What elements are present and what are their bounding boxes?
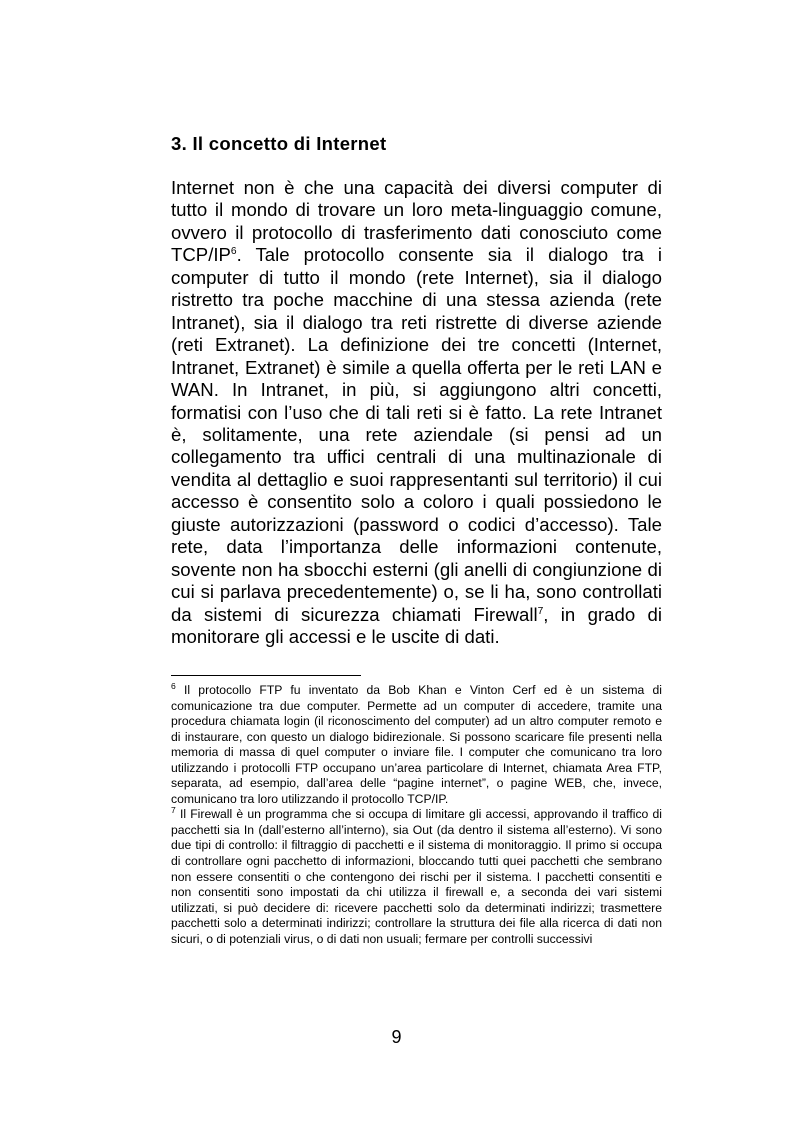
body-text-part-1: Internet non è che una capacità dei diversi computer di tutto il mondo di trovare un loro meta-linguaggio comune, ovvero il protocollo di trasferimento dati conosciuto come TCP/IP [171, 177, 662, 266]
footnote-ref-6[interactable]: 6 [230, 246, 237, 258]
footnote-marker: 6 [171, 680, 176, 691]
body-text-part-2: . Tale protocollo consente sia il dialogo tra i computer di tutto il mondo (rete Internet), sia il dialogo ristretto tra poche macchine di una stessa azienda (rete Intranet), sia il dialogo tra reti ristrette di diverse aziende (reti Extranet). La definizione dei tre concetti (Internet, Intranet, Extranet) è simile a quella offerta per le reti LAN e WAN. In Intranet, in più, si aggiungono altri concetti, formatisi con l’uso che di tali reti si è fatto. La rete Intranet è, solitamente, una rete aziendale (si pensi ad un collegamento tra uffici centrali di una multinazionale di vendita al dettaglio e suoi rappresentanti sul territorio) il cui accesso è consentito solo a coloro i quali possiedono le giuste autorizzazioni (password o codici d’accesso). Tale rete, data l’importanza delle informazioni contenute, sovente non ha sbocchi esterni (gli anelli di congiunzione di cui si parlava precedentemente) o, se li ha, sono controllati da sistemi di sicurezza chiamati Firewall [171, 244, 662, 625]
footnote-text: Il protocollo FTP fu inventato da Bob Khan e Vinton Cerf ed è un sistema di comunicazione tra due computer. Permette ad un computer di accedere, tramite una procedura chiamata login (il riconoscimento del computer) ad un altro computer remoto e di instaurare, con questo un dialogo bidirezionale. Si possono scaricare file presenti nella memoria di massa di quel computer o inviare file. I computer che comunicano tra loro utilizzando i protocolli FTP occupano un’area particolare di Internet, chiamata Area FTP, separata, ad esempio, dall’area delle “pagine internet”, o pagine WEB, che, invece, comunicano tra loro utilizzando il protocollo TCP/IP. [171, 683, 662, 806]
footnote-7 [171, 807, 662, 947]
footnote-ref-7[interactable]: 7 [537, 605, 544, 617]
body-text-part-3: , in grado di monitorare gli accessi e le uscite di dati. [171, 603, 662, 648]
section-heading [171, 133, 386, 155]
footnote-marker: 7 [171, 805, 176, 816]
footnote-text: Il Firewall è un programma che si occupa di limitare gli accessi, approvando il traffico di pacchetti sia In (dall’esterno all’interno), sia Out (da dentro il sistema all’esterno). Vi sono due tipi di controllo: il filtraggio di pacchetti e il sistema di monitoraggio. Il primo si occupa di controllare ogni pacchetto di informazioni, bloccando tutti quei pacchetti che sembrano non essere consentiti o che contengono dei rischi per il sistema. I pacchetti consentiti e non consentiti sono impostati da chi utilizza il firewall e, a seconda dei vari sistemi utilizzati, si può decidere di: ricevere pacchetti solo da determinati indirizzi; trasmettere pacchetti solo a determinati indirizzi; controllare la struttura dei file alla ricerca di dati non sicuri, o di potenziali virus, o di dati non usuali; fermare per controlli successivi [171, 807, 662, 946]
footnote-6 [171, 680, 662, 807]
section-title: Il concetto di Internet [192, 133, 387, 154]
section-number: 3. [171, 133, 188, 154]
page-number: 9 [391, 1027, 402, 1047]
footnotes [171, 680, 662, 947]
body-paragraph [171, 177, 662, 649]
footnote-separator [171, 675, 361, 676]
